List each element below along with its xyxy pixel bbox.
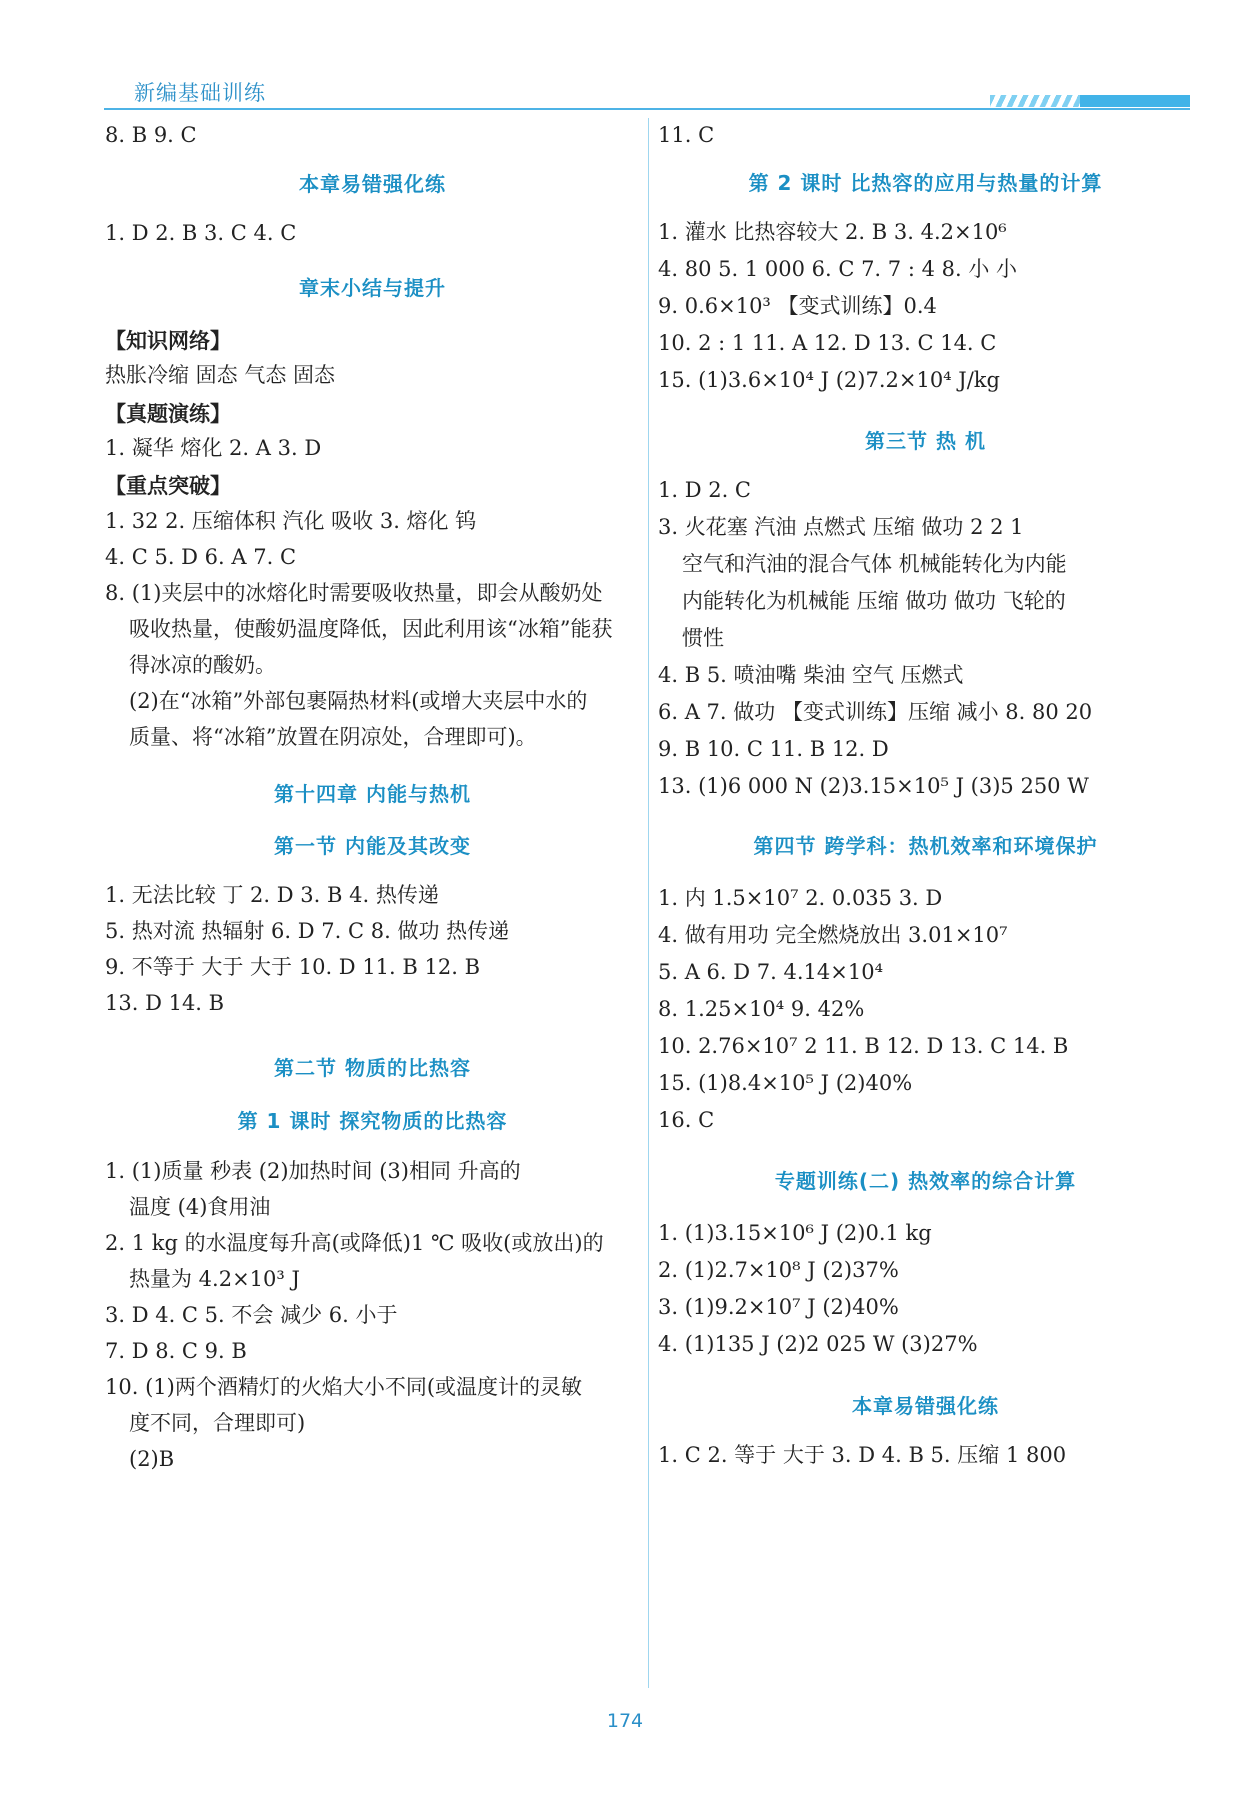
subsection-label: 【重点突破】: [105, 474, 231, 498]
page-header: [104, 75, 1190, 115]
answer-line: 3. D 4. C 5. 不会 减少 6. 小于: [105, 1303, 398, 1327]
header-rule: [104, 108, 1190, 110]
answer-line: 10. 2.76×10⁷ 2 11. B 12. D 13. C 14. B: [658, 1034, 1069, 1058]
answer-line: 13. (1)6 000 N (2)3.15×10⁵ J (3)5 250 W: [658, 774, 1089, 798]
answer-line: 3. (1)9.2×10⁷ J (2)40%: [658, 1295, 899, 1319]
answer-line: 内能转化为机械能 压缩 做功 做功 飞轮的: [682, 589, 1066, 613]
answer-line: 度不同，合理即可): [129, 1411, 306, 1435]
answer-line: 10. (1)两个酒精灯的火焰大小不同(或温度计的灵敏: [105, 1375, 583, 1399]
answer-line: 11. C: [658, 123, 715, 147]
answer-line: 9. B 10. C 11. B 12. D: [658, 737, 889, 761]
section-heading: 本章易错强化练: [299, 172, 446, 196]
section-heading: 第四节 跨学科：热机效率和环境保护: [753, 834, 1098, 858]
section-heading: 第一节 内能及其改变: [274, 834, 471, 858]
answer-line: 10. 2 : 1 11. A 12. D 13. C 14. C: [658, 331, 997, 355]
answer-line: 惯性: [682, 626, 724, 650]
section-heading: 第十四章 内能与热机: [274, 782, 471, 806]
answer-line: 1. D 2. C: [658, 478, 752, 502]
answer-line: 热胀冷缩 固态 气态 固态: [105, 363, 336, 387]
answer-line: 温度 (4)食用油: [129, 1195, 271, 1219]
answer-line: 1. (1)3.15×10⁶ J (2)0.1 kg: [658, 1221, 932, 1245]
answer-line: 8. (1)夹层中的冰熔化时需要吸收热量，即会从酸奶处: [105, 581, 603, 605]
subsection-label: 【真题演练】: [105, 402, 231, 426]
answer-line: 1. 凝华 熔化 2. A 3. D: [105, 436, 322, 460]
section-heading: 第 1 课时 探究物质的比热容: [237, 1109, 508, 1133]
answer-line: 热量为 4.2×10³ J: [129, 1267, 300, 1291]
answer-line: 吸收热量，使酸奶温度降低，因此利用该“冰箱”能获: [129, 617, 613, 641]
header-bar: [1080, 95, 1190, 107]
answer-line: 4. 80 5. 1 000 6. C 7. 7 : 4 8. 小 小: [658, 257, 1017, 281]
answer-line: 8. B 9. C: [105, 123, 197, 147]
answer-line: 1. 无法比较 丁 2. D 3. B 4. 热传递: [105, 883, 439, 907]
section-heading: 章末小结与提升: [299, 276, 446, 300]
answer-line: 1. 内 1.5×10⁷ 2. 0.035 3. D: [658, 886, 943, 910]
answer-line: 质量、将“冰箱”放置在阴凉处，合理即可)。: [129, 725, 537, 749]
answer-line: 9. 0.6×10³ 【变式训练】0.4: [658, 294, 937, 318]
section-heading: 第 2 课时 比热容的应用与热量的计算: [748, 171, 1103, 195]
section-heading: 本章易错强化练: [852, 1394, 999, 1418]
answer-line: 6. A 7. 做功 【变式训练】压缩 减小 8. 80 20: [658, 700, 1093, 724]
answer-line: 1. (1)质量 秒表 (2)加热时间 (3)相同 升高的: [105, 1159, 521, 1183]
answer-line: 2. 1 kg 的水温度每升高(或降低)1 ℃ 吸收(或放出)的: [105, 1231, 604, 1255]
answer-line: 4. B 5. 喷油嘴 柴油 空气 压燃式: [658, 663, 964, 687]
answer-line: 空气和汽油的混合气体 机械能转化为内能: [682, 552, 1067, 576]
answer-line: 1. 32 2. 压缩体积 汽化 吸收 3. 熔化 钨: [105, 509, 477, 533]
answer-line: 5. 热对流 热辐射 6. D 7. C 8. 做功 热传递: [105, 919, 510, 943]
subsection-label: 【知识网络】: [105, 329, 231, 353]
column-divider: [648, 118, 649, 1688]
answer-line: (2)在“冰箱”外部包裹隔热材料(或增大夹层中水的: [129, 689, 588, 713]
answer-line: 9. 不等于 大于 大于 10. D 11. B 12. B: [105, 955, 481, 979]
answer-line: 2. (1)2.7×10⁸ J (2)37%: [658, 1258, 899, 1282]
answer-line: 得冰凉的酸奶。: [129, 653, 276, 677]
answer-line: 8. 1.25×10⁴ 9. 42%: [658, 997, 865, 1021]
section-heading: 专题训练(二) 热效率的综合计算: [774, 1169, 1077, 1193]
section-heading: 第三节 热 机: [865, 429, 986, 453]
answer-line: 5. A 6. D 7. 4.14×10⁴: [658, 960, 883, 984]
answer-line: 16. C: [658, 1108, 715, 1132]
answer-line: 3. 火花塞 汽油 点燃式 压缩 做功 2 2 1: [658, 515, 1024, 539]
answer-line: 1. 灌水 比热容较大 2. B 3. 4.2×10⁶: [658, 220, 1007, 244]
header-title: 新编基础训练: [134, 81, 266, 105]
answer-line: 15. (1)3.6×10⁴ J (2)7.2×10⁴ J/kg: [658, 368, 1000, 392]
section-heading: 第二节 物质的比热容: [274, 1056, 471, 1080]
answer-line: 13. D 14. B: [105, 991, 225, 1015]
answer-line: 4. 做有用功 完全燃烧放出 3.01×10⁷: [658, 923, 1008, 947]
answer-line: 15. (1)8.4×10⁵ J (2)40%: [658, 1071, 913, 1095]
answer-line: 1. D 2. B 3. C 4. C: [105, 221, 297, 245]
answer-line: 4. (1)135 J (2)2 025 W (3)27%: [658, 1332, 978, 1356]
answer-line: 4. C 5. D 6. A 7. C: [105, 545, 297, 569]
answer-line: 1. C 2. 等于 大于 3. D 4. B 5. 压缩 1 800: [658, 1443, 1067, 1467]
page-number: 174: [606, 1710, 644, 1732]
answer-line: 7. D 8. C 9. B: [105, 1339, 247, 1363]
answer-line: (2)B: [129, 1447, 175, 1471]
